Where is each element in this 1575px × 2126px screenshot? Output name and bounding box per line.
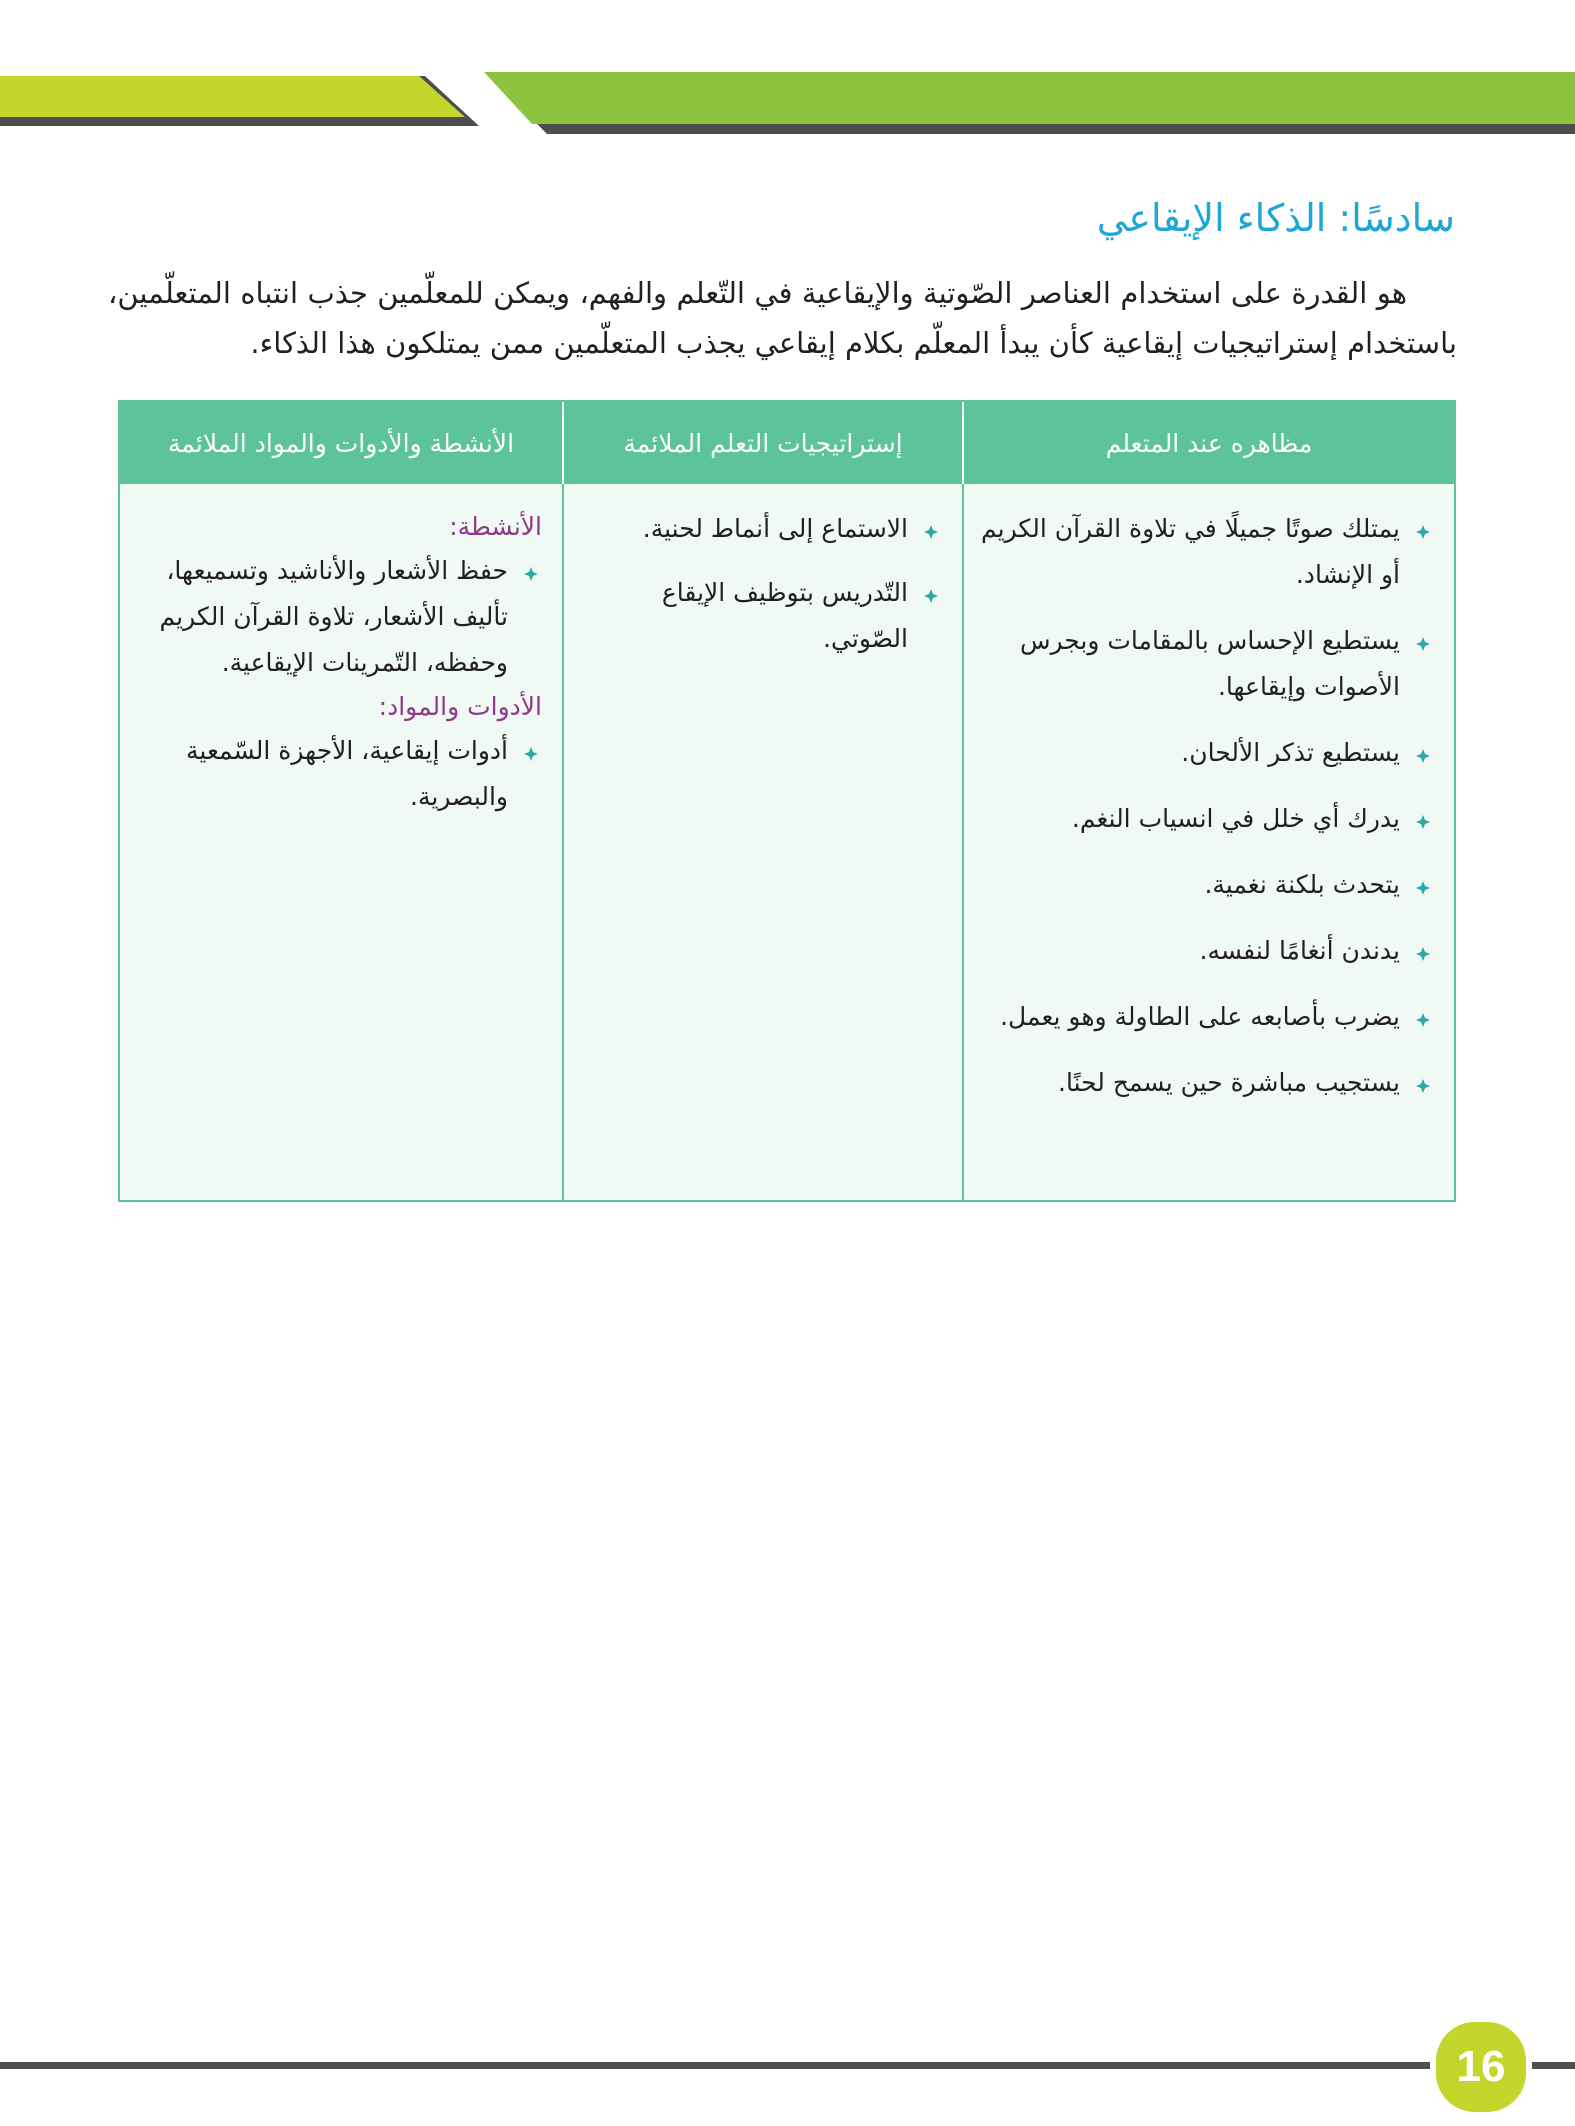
trait-text: يدندن أنغامًا لنفسه.	[1199, 936, 1400, 965]
activities-heading: الأنشطة:	[449, 512, 542, 541]
spark-bullet-icon	[1416, 881, 1430, 895]
trait-text: يمتلك صوتًا جميلًا في تلاوة القرآن الكريم أو الإنشاد.	[981, 514, 1400, 589]
list-item	[576, 570, 942, 662]
tools-list	[132, 728, 542, 820]
lime-bar	[0, 76, 465, 117]
list-item	[976, 618, 1434, 710]
intro-paragraph: هو القدرة على استخدام العناصر الصّوتية والإيقاعية في التّعلم والفهم، ويمكن للمعلّمين جذب انتباه المتعلّمين، باستخدام إستراتيجيات إيقاعية كأن يبدأ المعلّم بكلام إيقاعي يجذب المتعلّمين ممن يمتلكون هذا الذكاء.	[108, 276, 1457, 360]
spark-bullet-icon	[1416, 525, 1430, 539]
tools-heading: الأدوات والمواد:	[378, 692, 542, 721]
header-learner-traits: مظاهره عند المتعلم	[962, 402, 1454, 484]
footer-rule	[0, 2062, 1575, 2069]
learner-traits-cell	[962, 484, 1454, 1200]
spark-bullet-icon	[924, 525, 938, 539]
list-item	[976, 796, 1434, 842]
trait-text: يضرب بأصابعه على الطاولة وهو يعمل.	[1000, 1002, 1400, 1031]
table-body-row	[120, 484, 1454, 1200]
list-item	[132, 548, 542, 686]
trait-text: يستطيع تذكر الألحان.	[1181, 738, 1400, 767]
list-item	[976, 506, 1434, 598]
trait-text: يستجيب مباشرة حين يسمح لحنًا.	[1058, 1068, 1400, 1097]
spark-bullet-icon	[1416, 1079, 1430, 1093]
spark-bullet-icon	[1416, 1013, 1430, 1027]
list-item	[976, 928, 1434, 974]
strategy-text: الاستماع إلى أنماط لحنية.	[642, 514, 908, 543]
spark-bullet-icon	[524, 747, 538, 761]
green-bar	[484, 72, 1575, 124]
list-item	[132, 728, 542, 820]
list-item	[976, 862, 1434, 908]
list-item	[976, 1060, 1434, 1106]
top-decorative-bars	[0, 0, 1575, 140]
spark-bullet-icon	[1416, 947, 1430, 961]
activities-list	[132, 548, 542, 686]
list-item	[976, 994, 1434, 1040]
intelligence-table	[118, 400, 1456, 1202]
header-activities: الأنشطة والأدوات والمواد الملائمة	[168, 428, 515, 458]
activities-cell	[120, 484, 562, 1200]
strategies-list	[576, 506, 942, 662]
tool-text: أدوات إيقاعية، الأجهزة السّمعية والبصرية.	[186, 736, 508, 811]
trait-text: يدرك أي خلل في انسياب النغم.	[1071, 804, 1400, 833]
trait-text: يستطيع الإحساس بالمقامات وبجرس الأصوات وإيقاعها.	[1019, 626, 1400, 701]
learner-traits-list	[976, 506, 1434, 1106]
strategy-text: التّدريس بتوظيف الإيقاع الصّوتي.	[661, 578, 908, 653]
strategies-cell	[562, 484, 962, 1200]
list-item	[576, 506, 942, 552]
section-title: سادسًا: الذكاء الإيقاعي	[1096, 196, 1455, 240]
table-header-row	[120, 402, 1454, 484]
spark-bullet-icon	[524, 567, 538, 581]
list-item	[976, 730, 1434, 776]
header-strategies: إستراتيجيات التعلم الملائمة	[562, 402, 962, 484]
spark-bullet-icon	[1416, 815, 1430, 829]
spark-bullet-icon	[924, 589, 938, 603]
spark-bullet-icon	[1416, 749, 1430, 763]
trait-text: يتحدث بلكنة نغمية.	[1204, 870, 1400, 899]
page-number-badge: 16	[1430, 2016, 1532, 2118]
activity-text: حفظ الأشعار والأناشيد وتسميعها، تأليف الأشعار، تلاوة القرآن الكريم وحفظه، التّمرينات الإيقاعية.	[159, 556, 508, 677]
spark-bullet-icon	[1416, 637, 1430, 651]
